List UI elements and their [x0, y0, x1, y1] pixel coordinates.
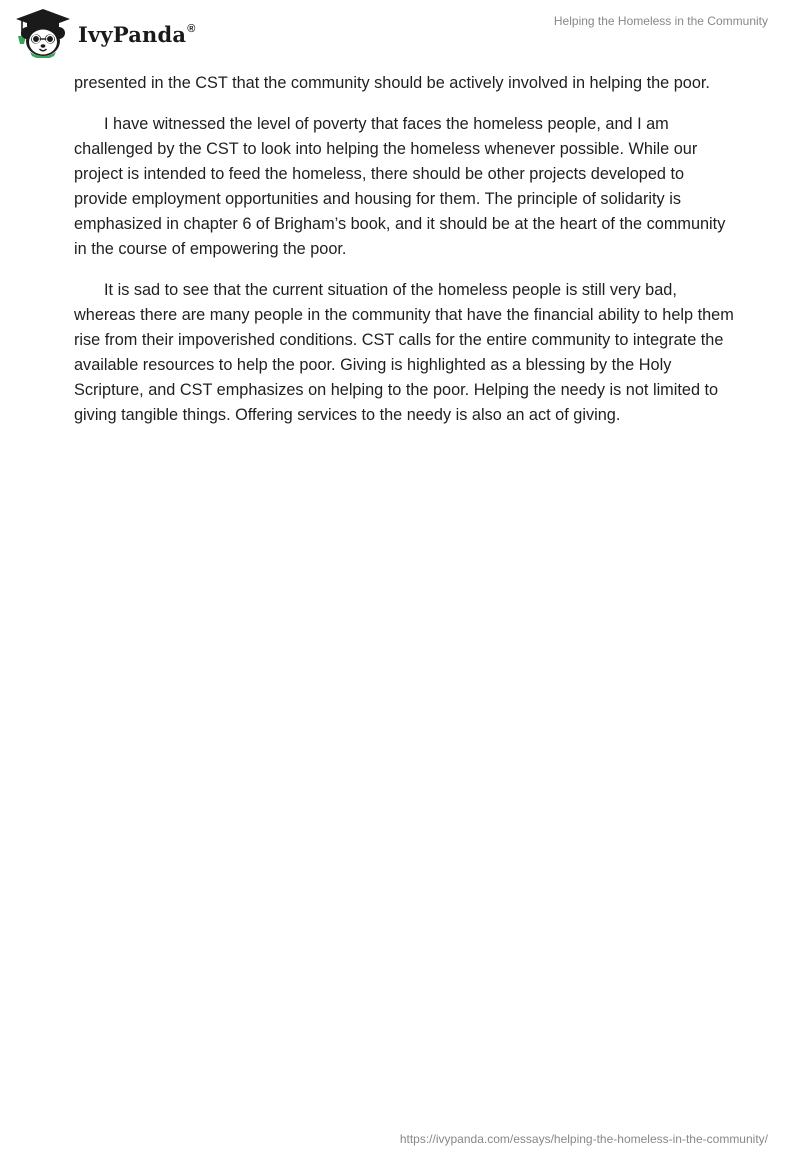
paragraph-continued: presented in the CST that the community should be actively involved in helping the poor. [74, 74, 710, 92]
logo-brand-name: IvyPanda [78, 21, 187, 47]
source-url-link[interactable]: https://ivypanda.com/essays/helping-the-homeless-in-the-community/ [399, 1132, 768, 1146]
paragraph: It is sad to see that the current situation of the homeless people is still very bad, whereas there are many people in the community that have the financial ability to help them rise from their impoverished conditions. CST calls for the entire community to integrate the available resources to help the poor. Giving is highlighted as a blessing by the Holy Scripture, and CST emphasizes on helping to the poor. Helping the needy is not limited to giving tangible things. Offering services to the needy is also an act of giving. [74, 281, 734, 424]
page-header [0, 0, 800, 66]
essay-body [74, 71, 734, 444]
paragraph: I have witnessed the level of poverty that faces the homeless people, and I am challenged by the CST to look into helping the homeless whenever possible. While our project is intended to feed the homeless, there should be other projects developed to provide employment opportunities and housing for them. The principle of solidarity is emphasized in chapter 6 of Brigham’s book, and it should be at the heart of the community in the course of empowering the poor. [74, 115, 726, 258]
registered-mark: ® [187, 22, 196, 35]
ivypanda-logo[interactable] [14, 8, 196, 58]
logo-wordmark [78, 21, 196, 47]
running-title: Helping the Homeless in the Community [553, 14, 768, 28]
panda-graduation-cap-icon [14, 8, 72, 58]
